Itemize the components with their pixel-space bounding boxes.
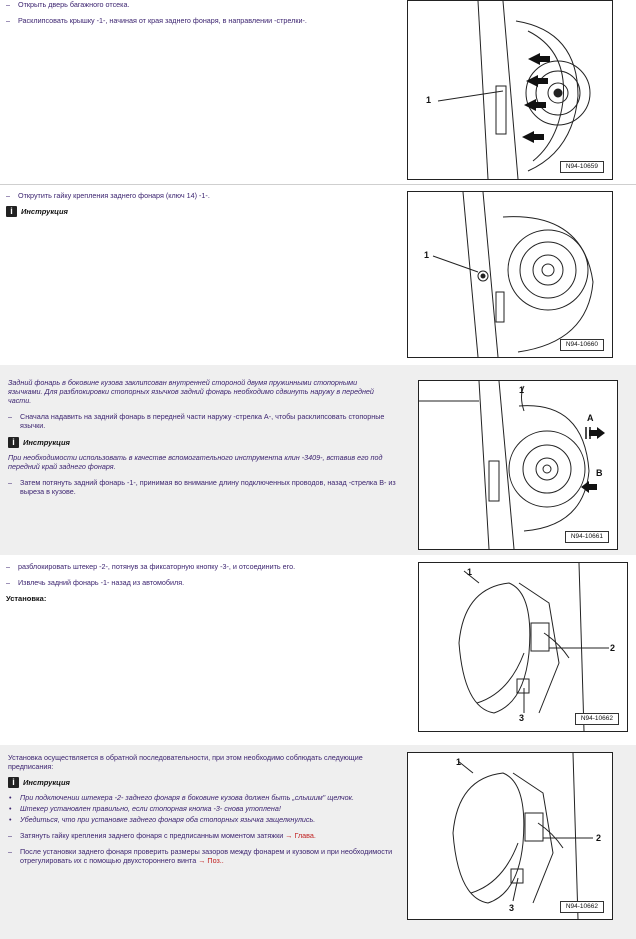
intro-text: Установка осуществляется в обратной последовательности, при этом необходимо соблюдать следующие предписания: xyxy=(8,753,363,771)
note-text: При необходимости использовать в качестве вспомогательного инструмента клин -3409-, вставив его под передний край заднего фонаря. xyxy=(8,453,383,471)
figure-drawing xyxy=(408,192,612,357)
figure-drawing xyxy=(408,753,612,919)
info-note-icon: i xyxy=(8,437,19,448)
step-text: Сначала надавить на задний фонарь в передней части наружу -стрелка A-, чтобы расклипсовать стопорные язычки. xyxy=(20,412,385,430)
chapter-link[interactable]: → Глава. xyxy=(285,831,316,840)
figure-label-3: 3 xyxy=(519,713,525,723)
figure-cover-unclip xyxy=(407,0,613,180)
figure-ref: N94-10660 xyxy=(560,339,604,351)
figure-label-1: 1 xyxy=(424,250,430,260)
note-title: Инструкция xyxy=(21,207,68,216)
section-open-tailgate xyxy=(0,0,636,183)
step-text: Затем потянуть задний фонарь -1-, принимая во внимание длину подключенных проводов, назад -стрелка B- из выреза в кузове. xyxy=(20,478,396,496)
figure-connector-install xyxy=(407,752,613,920)
step-open-tailgate: – Открыть дверь багажного отсека. xyxy=(6,0,130,9)
note-title: Инструкция xyxy=(23,438,70,447)
bullet-item: • Убедиться, что при установке заднего фонаря оба стопорных язычка защелкнулись. xyxy=(9,815,316,824)
info-note-icon: i xyxy=(8,777,19,788)
step-tighten-nut: – Затянуть гайку крепления заднего фонаря с предписанным моментом затяжки → Глава. xyxy=(8,831,316,840)
figure-label-2: 2 xyxy=(610,643,616,653)
intro-text: Задний фонарь в боковине кузова заклипсован внутренней стороной двумя пружинными стопорными язычками. Для разблокировки стопорных язычков задний фонарь необходимо сдвинуть наружу в передней части. xyxy=(8,378,374,405)
note-heading xyxy=(8,437,70,449)
figure-connector xyxy=(418,562,628,732)
figure-unlock-arrows xyxy=(418,380,618,550)
step-unscrew-nut: – Открутить гайку крепления заднего фонаря (ключ 14) -1-. xyxy=(6,191,210,200)
step-text: Затянуть гайку крепления заднего фонаря с предписанным моментом затяжки xyxy=(20,831,284,840)
step-text: Открыть дверь багажного отсека. xyxy=(18,0,130,9)
note-title: Инструкция xyxy=(23,778,70,787)
section-disconnect-plug xyxy=(0,556,636,736)
step-check-gaps: – После установки заднего фонаря проверить размеры зазоров между фонарем и кузовом и при необходимости отрегулировать их с помощью двухстороннего винта → Поз.. xyxy=(8,847,393,865)
figure-ref: N94-10662 xyxy=(560,901,604,913)
figure-drawing xyxy=(419,381,617,549)
figure-ref: N94-10659 xyxy=(560,161,604,173)
section-installation xyxy=(0,745,636,939)
installation-heading: Установка: xyxy=(6,594,47,603)
section-remove-nut xyxy=(0,185,636,363)
step-press-outward: – Сначала надавить на задний фонарь в передней части наружу -стрелка A-, чтобы расклипсовать стопорные язычки. xyxy=(8,412,385,430)
step-text: разблокировать штекер -2-, потянув за фиксаторную кнопку -3-, и отсоединить его. xyxy=(18,562,296,571)
note-heading xyxy=(8,777,70,789)
figure-label-1: 1 xyxy=(426,95,432,105)
step-text: Извлечь задний фонарь -1- назад из автомобиля. xyxy=(18,578,185,587)
info-note-icon: i xyxy=(6,206,17,217)
figure-label-2: 2 xyxy=(596,833,602,843)
figure-label-1: 1 xyxy=(456,757,462,767)
figure-label-3: 3 xyxy=(509,903,515,913)
figure-label-A: A xyxy=(587,413,594,423)
step-unclip-cover: – Расклипсовать крышку -1-, начиная от края заднего фонаря, в направлении -стрелки-. xyxy=(6,16,307,25)
note-heading xyxy=(6,206,68,218)
bullet-text: Штекер установлен правильно, если стопорная кнопка -3- снова утоплена! xyxy=(20,804,281,813)
step-text: Открутить гайку крепления заднего фонаря (ключ 14) -1-. xyxy=(18,191,210,200)
bullet-item: • При подключении штекера -2- заднего фонаря в боковине кузова должен быть „слышим" щелчок. xyxy=(9,793,354,802)
figure-label-B: B xyxy=(596,468,603,478)
position-link[interactable]: → Поз.. xyxy=(198,856,224,865)
figure-label-1: 1 xyxy=(467,567,473,577)
step-pull-back: – Затем потянуть задний фонарь -1-, принимая во внимание длину подключенных проводов, назад -стрелка B- из выреза в кузове. xyxy=(8,478,396,496)
figure-drawing xyxy=(408,1,612,179)
step-remove-lamp: – Извлечь задний фонарь -1- назад из автомобиля. xyxy=(6,578,185,587)
step-text: Расклипсовать крышку -1-, начиная от края заднего фонаря, в направлении -стрелки-. xyxy=(18,16,307,25)
figure-label-1: 1 xyxy=(519,385,525,395)
figure-drawing xyxy=(419,563,627,731)
figure-nut-location xyxy=(407,191,613,358)
section-unlock-lamp xyxy=(0,365,636,555)
bullet-text: Убедиться, что при установке заднего фонаря оба стопорных язычка защелкнулись. xyxy=(20,815,316,824)
step-unlock-plug: – разблокировать штекер -2-, потянув за фиксаторную кнопку -3-, и отсоединить его. xyxy=(6,562,296,571)
bullet-item: • Штекер установлен правильно, если стопорная кнопка -3- снова утоплена! xyxy=(9,804,281,813)
figure-ref: N94-10662 xyxy=(575,713,619,725)
bullet-text: При подключении штекера -2- заднего фонаря в боковине кузова должен быть „слышим" щелчок. xyxy=(20,793,354,802)
figure-ref: N94-10661 xyxy=(565,531,609,543)
step-text: После установки заднего фонаря проверить размеры зазоров между фонарем и кузовом и при необходимости отрегулировать их с помощью двухстороннего винта xyxy=(20,847,393,865)
